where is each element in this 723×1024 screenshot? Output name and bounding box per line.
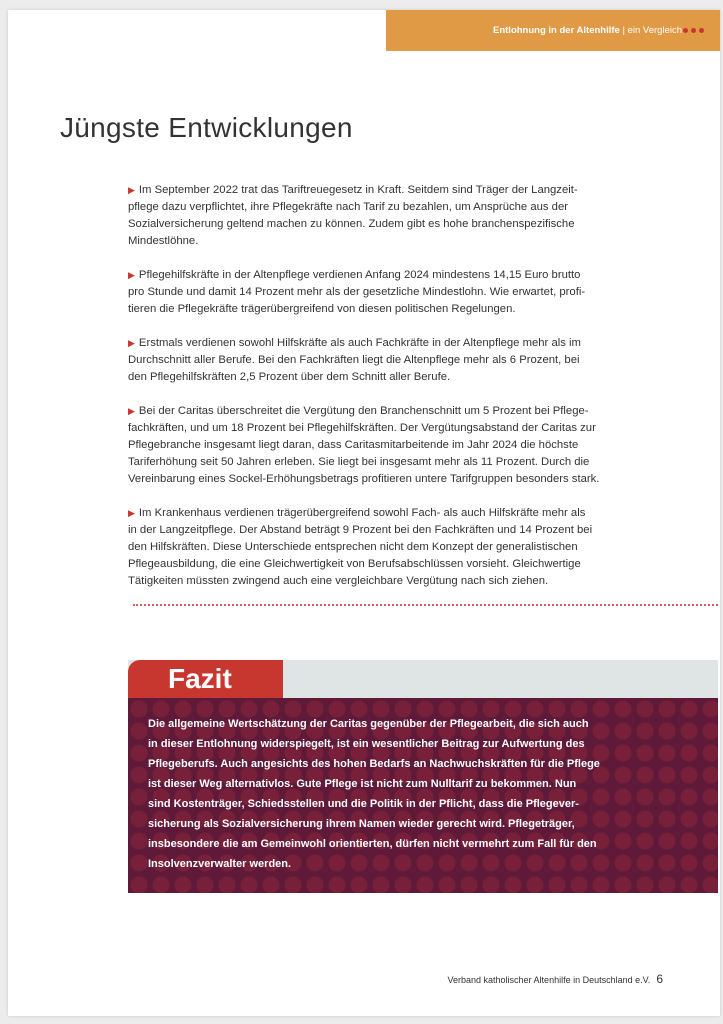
- paragraph: [128, 403, 713, 488]
- page-title: Jüngste Entwicklungen: [60, 112, 353, 143]
- arrow-icon: ▶: [128, 406, 135, 416]
- footer-org: Verband katholischer Altenhilfe in Deutschland e.V.: [447, 975, 651, 985]
- footer: [448, 972, 664, 986]
- fazit-title: Fazit: [128, 660, 283, 698]
- paragraph-text: Im Krankenhaus verdienen trägerübergreifend sowohl Fach- als auch Hilfskräfte mehr als in der Langzeitpflege. Der Abstand beträgt 9 Prozent bei den Fachkräften und 14 Prozent bei den Hilfskräften. Diese Unterschiede entsprechen nicht dem Konzept der generalistischen Pflegeausbildung, die eine Gleichwertigkeit von Berufsabschlüssen vorsieht. Gleichwertige Tätigkeiten müssten zwingend auch eine vergleichbare Vergütung nach sich ziehen.: [128, 507, 593, 587]
- divider: [133, 604, 718, 606]
- paragraph: [128, 335, 713, 386]
- paragraph: [128, 182, 713, 250]
- arrow-icon: ▶: [128, 185, 135, 195]
- page-number: 6: [656, 972, 663, 986]
- arrow-icon: ▶: [128, 270, 135, 280]
- dots-icon: [683, 28, 704, 33]
- arrow-icon: ▶: [128, 508, 135, 518]
- paragraph: [128, 505, 713, 590]
- fazit-text: Die allgemeine Wertschätzung der Caritas gegenüber der Pflegearbeit, die sich auch in dieser Entlohnung widerspiegelt, ist ein wesentlicher Beitrag zur Aufwertung des Pflegeberufs. Auch angesichts des hohen Bedarfs an Nachwuchskräften für die Pflege ist dieser Weg alternativlos. Gute Pflege ist nicht zum Nulltarif zu bekommen. Nun sind Kostenträger, Schiedsstellen und die Politik in der Pflicht, dass die Pflegever- sicherung als Sozialversicherung ihrem Namen wieder gerecht wird. Pflegeträger, insbesondere die am Gemeinwohl orientierten, dürfen nicht vermehrt zum Fall für den Insolvenzverwalter werden.: [128, 698, 718, 893]
- paragraph-text: Erstmals verdienen sowohl Hilfskräfte als auch Fachkräfte in der Altenpflege mehr als im Durchschnitt aller Berufe. Bei den Fachkräften liegt die Altenpflege mehr als 6 Prozent, bei den Pflegehilfskräften 2,5 Prozent über dem Schnitt aller Berufe.: [128, 337, 581, 383]
- paragraph-text: Pflegehilfskräfte in der Altenpflege verdienen Anfang 2024 mindestens 14,15 Euro brutto pro Stunde und damit 14 Prozent mehr als der gesetzliche Mindestlohn. Wie erwartet, profi- tieren die Pflegekräfte trägerübergreifend von diesen politischen Regelungen.: [128, 269, 586, 315]
- arrow-icon: ▶: [128, 338, 135, 348]
- paragraph-list: [128, 182, 713, 607]
- header-bar: [386, 10, 720, 51]
- paragraph-text: Bei der Caritas überschreitet die Vergütung den Branchenschnitt um 5 Prozent bei Pflege- fachkräften, und um 18 Prozent bei Pflegehilfskräften. Der Vergütungsabstand der Caritas zur Pflegebranche insgesamt liegt daran, dass Caritasmitarbeitende im Jahr 2024 die höchste Tariferhöhung seit 50 Jahren erleben. Sie liegt bei insgesamt mehr als 11 Prozent. Durch die Vereinbarung eines Sockel-Erhöhungsbetrags profitieren untere Tarifgruppen besonders stark.: [128, 405, 600, 485]
- paragraph: [128, 267, 713, 318]
- paragraph-text: Im September 2022 trat das Tariftreuegesetz in Kraft. Seitdem sind Träger der Langzeit- pflege dazu verpflichtet, ihre Pflegekräfte nach Tarif zu bezahlen, um Ansprüche aus der Sozialversicherung geltend machen zu können. Zudem gibt es hohe branchenspezifische Mindestlöhne.: [128, 184, 578, 247]
- header-subtitle: | ein Vergleich: [619, 25, 682, 36]
- header-title: Entlohnung in der Altenhilfe: [493, 25, 620, 36]
